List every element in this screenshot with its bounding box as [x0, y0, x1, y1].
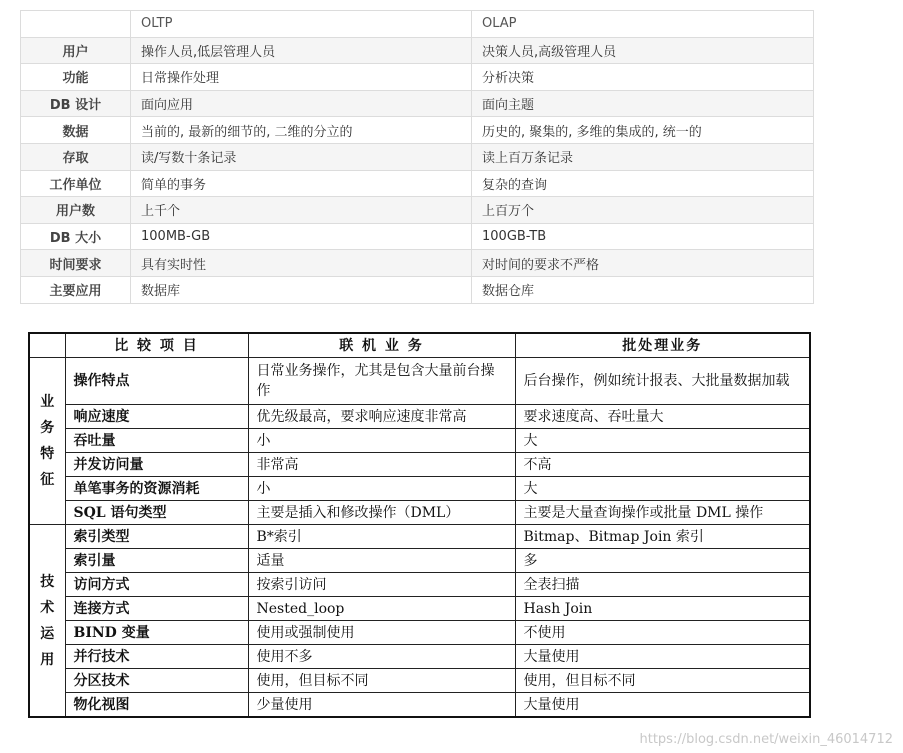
table-cell: 全表扫描	[515, 573, 810, 597]
table-cell: 决策人员,高级管理人员	[472, 37, 814, 64]
corner-cell	[29, 333, 65, 358]
table-cell: 使用，但目标不同	[515, 669, 810, 693]
comparison-item: 分区技术	[65, 669, 248, 693]
comparison-item: SQL 语句类型	[65, 501, 248, 525]
comparison-item: 单笔事务的资源消耗	[65, 477, 248, 501]
row-header: 功能	[21, 64, 131, 91]
table-cell: 不使用	[515, 621, 810, 645]
row-header: 主要应用	[21, 276, 131, 303]
table-cell: 大量使用	[515, 645, 810, 669]
table-row	[29, 477, 810, 501]
table-cell: 小	[248, 429, 515, 453]
row-header: 用户数	[21, 197, 131, 224]
table-row	[21, 37, 814, 64]
table-row	[21, 90, 814, 117]
row-header: 数据	[21, 117, 131, 144]
table-cell: 不高	[515, 453, 810, 477]
table-row	[29, 429, 810, 453]
table-row	[29, 358, 810, 405]
column-header: 比 较 项 目	[65, 333, 248, 358]
table-cell: 分析决策	[472, 64, 814, 91]
table-cell: 上千个	[131, 197, 472, 224]
table-cell: Nested_loop	[248, 597, 515, 621]
group-label-text: 技术运用	[40, 573, 55, 668]
comparison-item: 连接方式	[65, 597, 248, 621]
row-header: 时间要求	[21, 250, 131, 277]
column-header: 批处理业务	[515, 333, 810, 358]
table-cell: 数据仓库	[472, 276, 814, 303]
row-header: 存取	[21, 143, 131, 170]
table-row	[21, 117, 814, 144]
table-row	[29, 669, 810, 693]
table-header-row	[29, 333, 810, 358]
table-cell: 数据库	[131, 276, 472, 303]
comparison-item: 操作特点	[65, 358, 248, 405]
table-row	[29, 597, 810, 621]
table-cell: 要求速度高、吞吐量大	[515, 405, 810, 429]
row-header: DB 设计	[21, 90, 131, 117]
table-cell: 读/写数十条记录	[131, 143, 472, 170]
table-cell: Hash Join	[515, 597, 810, 621]
table-row	[29, 405, 810, 429]
comparison-item: 物化视图	[65, 693, 248, 718]
column-header: OLTP	[131, 11, 472, 38]
table-cell: 具有实时性	[131, 250, 472, 277]
table-cell: 后台操作，例如统计报表、大批量数据加载	[515, 358, 810, 405]
table-row	[29, 453, 810, 477]
table-cell: 对时间的要求不严格	[472, 250, 814, 277]
table-cell: 读上百万条记录	[472, 143, 814, 170]
watermark: https://blog.csdn.net/weixin_46014712	[639, 732, 893, 747]
table-row	[21, 250, 814, 277]
table-cell: 优先级最高，要求响应速度非常高	[248, 405, 515, 429]
table-cell: 使用不多	[248, 645, 515, 669]
table-cell: 上百万个	[472, 197, 814, 224]
table-row	[29, 525, 810, 549]
table-cell: B*索引	[248, 525, 515, 549]
oltp-olap-table	[20, 10, 814, 304]
comparison-item: 并行技术	[65, 645, 248, 669]
table-cell: 历史的, 聚集的, 多维的集成的, 统一的	[472, 117, 814, 144]
table-cell: 小	[248, 477, 515, 501]
table-row	[29, 693, 810, 718]
table-cell: 多	[515, 549, 810, 573]
group-label	[29, 525, 65, 718]
table-cell: 面向主题	[472, 90, 814, 117]
table-cell: 复杂的查询	[472, 170, 814, 197]
table-cell: 操作人员,低层管理人员	[131, 37, 472, 64]
comparison-item: BIND 变量	[65, 621, 248, 645]
group-label-text: 业务特征	[40, 394, 55, 488]
table-cell: 大	[515, 477, 810, 501]
table-cell: 主要是大量查询操作或批量 DML 操作	[515, 501, 810, 525]
table-row	[21, 197, 814, 224]
table-row	[21, 64, 814, 91]
comparison-item: 索引量	[65, 549, 248, 573]
table-row	[29, 501, 810, 525]
table-row	[21, 143, 814, 170]
comparison-item: 访问方式	[65, 573, 248, 597]
table-row	[29, 573, 810, 597]
row-header: 工作单位	[21, 170, 131, 197]
column-header: 联 机 业 务	[248, 333, 515, 358]
table-row	[29, 645, 810, 669]
column-header: OLAP	[472, 11, 814, 38]
table-cell: 大	[515, 429, 810, 453]
table-cell: 当前的, 最新的细节的, 二维的分立的	[131, 117, 472, 144]
table-row	[21, 170, 814, 197]
table-cell: 日常业务操作，尤其是包含大量前台操作	[248, 358, 515, 405]
table-cell: 少量使用	[248, 693, 515, 718]
row-header: 用户	[21, 37, 131, 64]
table-cell: 按索引访问	[248, 573, 515, 597]
column-header	[21, 11, 131, 38]
comparison-item: 响应速度	[65, 405, 248, 429]
group-label	[29, 358, 65, 525]
business-comparison-table	[28, 332, 811, 718]
table-row	[29, 549, 810, 573]
table-cell: 大量使用	[515, 693, 810, 718]
table-cell: 非常高	[248, 453, 515, 477]
row-header: DB 大小	[21, 223, 131, 250]
table-header-row	[21, 11, 814, 38]
table-cell: 主要是插入和修改操作（DML）	[248, 501, 515, 525]
comparison-item: 吞吐量	[65, 429, 248, 453]
table-cell: 100MB-GB	[131, 223, 472, 250]
table-row	[29, 621, 810, 645]
table-row	[21, 276, 814, 303]
table-cell: 简单的事务	[131, 170, 472, 197]
table-cell: 使用或强制使用	[248, 621, 515, 645]
table-cell: Bitmap、Bitmap Join 索引	[515, 525, 810, 549]
table-cell: 面向应用	[131, 90, 472, 117]
table-cell: 日常操作处理	[131, 64, 472, 91]
table-cell: 适量	[248, 549, 515, 573]
table-row	[21, 223, 814, 250]
table-cell: 使用，但目标不同	[248, 669, 515, 693]
comparison-item: 并发访问量	[65, 453, 248, 477]
comparison-item: 索引类型	[65, 525, 248, 549]
table-cell: 100GB-TB	[472, 223, 814, 250]
